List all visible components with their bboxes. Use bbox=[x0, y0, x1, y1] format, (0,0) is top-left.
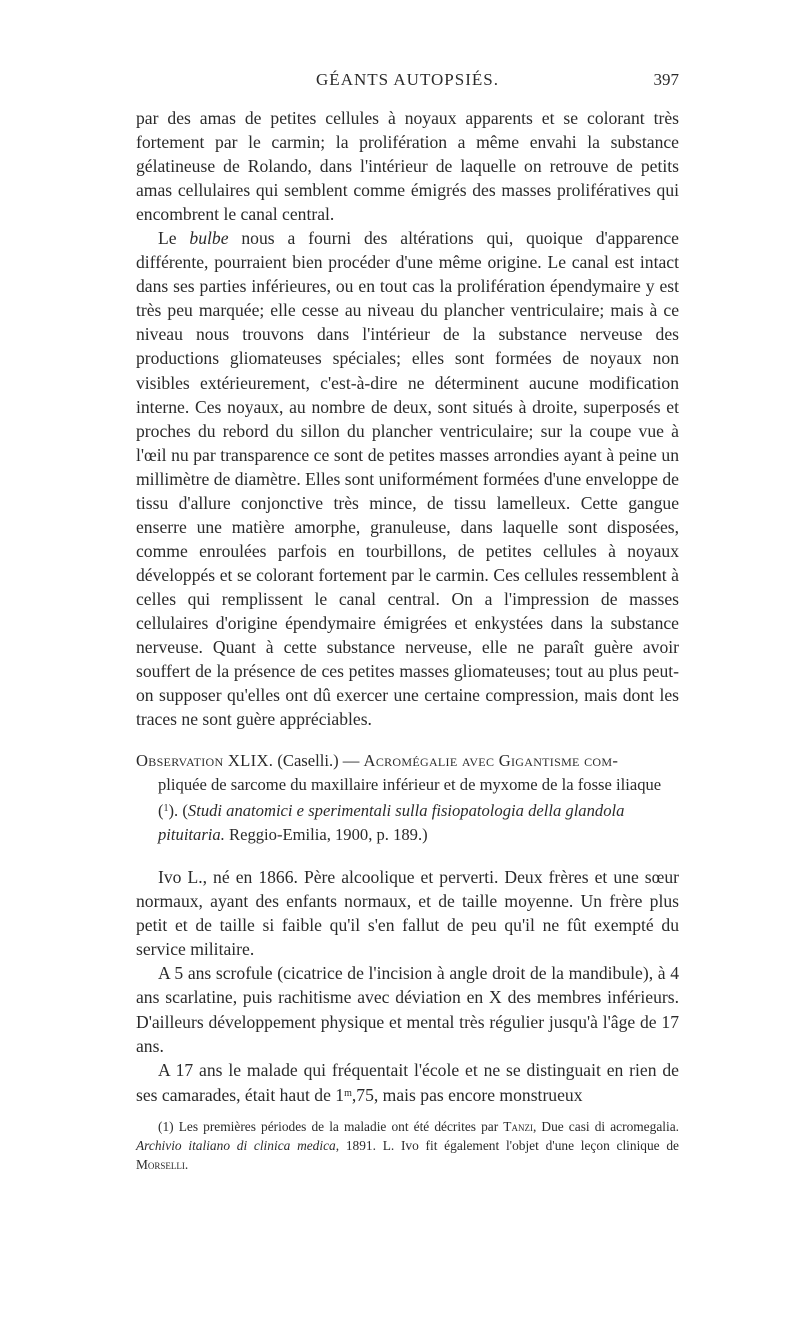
observation-label: Observation XLIX. bbox=[136, 751, 274, 771]
reference-details: Reggio-Emilia, 1900, p. 189.) bbox=[224, 825, 428, 845]
observation-dash: — bbox=[338, 751, 364, 771]
paragraph-continuation: par des amas de petites cellules à noyaux apparents et se colorant très fortement par le carmin; la prolifération a même envahi la substance gélatineuse de Rolando, dans l'intérieur de laquelle on retrouve de petits amas cellulaires qui semblent comme émigrés des masses prolifératives qui encombrent le canal central. bbox=[136, 108, 679, 225]
case-paragraph-3 bbox=[136, 1058, 679, 1107]
running-head bbox=[136, 70, 679, 96]
running-title: GÉANTS AUTOPSIÉS. bbox=[316, 70, 499, 89]
footnote-journal: Archivio italiano di clinica medica bbox=[136, 1137, 336, 1153]
page-number: 397 bbox=[653, 70, 679, 89]
unit-superscript: m bbox=[344, 1087, 352, 1099]
footnote-mark: (1) bbox=[158, 1118, 174, 1134]
case-p3-text: A 17 ans le malade qui fréquentait l'école et ne se distinguait en rien de ses camarades, était haut de 1 bbox=[136, 1059, 679, 1105]
text-rest: nous a fourni des altérations qui, quoique d'apparence différente, pourraient bien procéder d'une même origine. Le canal est intact dans ses parties inférieures, ou en tout cas la prolifération épendymaire y est très peu marquée; elle cesse au niveau du plancher ventriculaire; mais à ce niveau nous trouvons dans l'intérieur de la substance nerveuse des productions gliomateuses spéciales; elles sont formées de noyaux non visibles extérieurement, c'est-à-dire ne déterminent aucune modification interne. Ces noyaux, au nombre de deux, sont situés à droite, superposés et proches du rebord du sillon du plancher ventriculaire; sur la coupe vue à l'œil nu par transparence ce sont de petites masses arrondies ayant à peine un millimètre de diamètre. Elles sont uniformément formées d'une enveloppe de tissu d'allure conjonctive très mince, de tissu lamelleux. Cette gangue enserre une matière amorphe, granuleuse, dans laquelle sont disposées, comme enroulées parfois en tourbillons, de petites cellules à noyaux développés et se colorant fortement par le carmin. Ces cellules ressemblent à celles qui remplissent le canal central. On a l'impression de masses cellulaires d'origine épendymaire émigrées et enkystées dans la substance nerveuse. Quant à cette substance nerveuse, elle ne paraît guère avoir souffert de la présence de ces petites masses gliomateuses; tout au plus peut-on supposer qu'elles ont dû exercer une certaine compression, mais dont les traces ne sont guère appréciables. bbox=[136, 228, 679, 730]
footnote-text-d: . bbox=[184, 1156, 189, 1172]
footnote-author-tanzi: Tanzi bbox=[503, 1118, 533, 1134]
observation-title-line1: Acromégalie avec Gigantisme com- bbox=[363, 751, 619, 771]
paragraph-bulbe bbox=[136, 226, 679, 731]
footnote-text-b: , Due casi di acromegalia. bbox=[532, 1118, 680, 1134]
ref-open: ( bbox=[178, 801, 188, 821]
footnote-text: Les premières périodes de la maladie ont été décrites par bbox=[173, 1118, 504, 1134]
case-paragraph-2: A 5 ans scrofule (cicatrice de l'incision à angle droit de la mandibule), à 4 ans scarlatine, puis rachitisme avec déviation en X des membres inférieurs. D'ailleurs développement physique et mental très régulier jusqu'à l'âge de 17 ans. bbox=[136, 963, 679, 1056]
footnote-author-morselli: Morselli bbox=[136, 1156, 185, 1172]
observation-author: (Caselli.) bbox=[277, 751, 339, 771]
footnote-text-c: , 1891. L. Ivo fit également l'objet d'une leçon clinique de bbox=[335, 1137, 680, 1153]
footnote bbox=[136, 1117, 679, 1174]
case-report bbox=[136, 865, 679, 1106]
reference-title: Studi anatomici e sperimentali sulla fisiopatologia della glandola pituitaria. bbox=[158, 801, 625, 845]
observation-title-line3: fosse iliaque bbox=[577, 775, 662, 795]
observation-heading bbox=[136, 749, 679, 773]
case-paragraph-1: Ivo L., né en 1866. Père alcoolique et perverti. Deux frères et une sœur normaux, ayant des enfants normaux, et de taille moyenne. Un frère plus petit et de taille si faible qu'il s'en fallut de peu qu'il ne fût exempté du service militaire. bbox=[136, 867, 679, 960]
observation-heading-cont: pliquée de sarcome du maxillaire inférieur et de myxome de la fosse iliaque ($^1$). (Studi anatomici e sperimentali sulla fisiopatologia della glandola pituitaria. Reggio-Emilia, 1900, p. 189.) bbox=[158, 775, 662, 845]
page bbox=[136, 70, 679, 1174]
footnote-reference[interactable]: 1 bbox=[163, 803, 169, 815]
observation-title-line2: pliquée de sarcome du maxillaire inférieur et de myxome de la bbox=[158, 775, 574, 795]
case-p3-text-end: ,75, mais pas encore monstrueux bbox=[351, 1084, 583, 1105]
emphasis-bulbe: bulbe bbox=[189, 228, 229, 249]
text-lead: Le bbox=[158, 228, 190, 249]
